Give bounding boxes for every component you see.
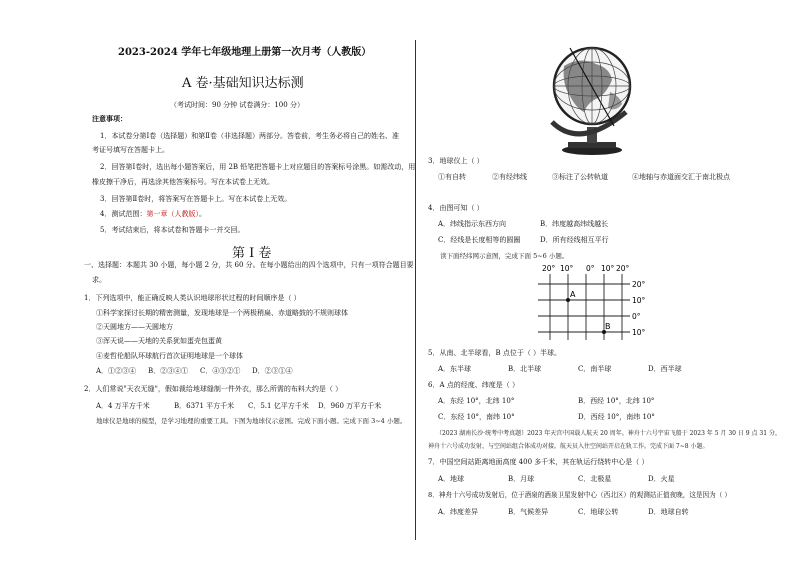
- q1-option-c[interactable]: C．④③②①: [200, 367, 241, 375]
- q1-option-b[interactable]: B．②③④①: [148, 367, 189, 375]
- section-title: A 卷·基础知识达标测: [182, 76, 304, 91]
- q1-option-a[interactable]: A．①②③④: [96, 367, 137, 375]
- q1-statement-1: ①科学家探讨长期的精密测量，发现地球是一个两极稍扁、赤道略鼓的不规则球体: [96, 309, 348, 317]
- q4-option-d[interactable]: D．所有经线相互平行: [540, 236, 609, 244]
- q2-option-b[interactable]: B．6371 平方千米: [174, 402, 235, 410]
- lat-label-2: 10°: [632, 296, 646, 305]
- lon-label-5: 20°: [616, 264, 630, 273]
- q78-note-a: （2023 湖南长沙·统考中考真题）2023 年天宫中国载人航天 20 周年。神舟十六号宇宙飞船于 2023 年 5 月 30 日 9 点 31 分，: [436, 430, 781, 437]
- q5-option-b[interactable]: B．北半球: [508, 365, 542, 373]
- q8-option-c[interactable]: C．地球公转: [578, 508, 619, 516]
- q4-option-c[interactable]: C．经线是长度相等的圆圈: [438, 236, 521, 244]
- q7-option-d[interactable]: D．火星: [648, 475, 675, 483]
- lon-label-2: 10°: [560, 264, 574, 273]
- q3-option-4[interactable]: ④地轴与赤道面交汇于南北极点: [632, 173, 730, 181]
- part1-instruction-a: 一、选择题：本题共 30 小题，每小题 2 分，共 60 分。在每小题给出的四个选项中，只有一项符合题目要: [84, 261, 414, 269]
- q2-option-a[interactable]: A．4 万平方千米: [96, 402, 150, 410]
- notice-heading: 注意事项：: [92, 114, 127, 123]
- q1-stem: 1．下列选项中，能正确反映人类认识地球形状过程的时间顺序是（ ）: [84, 294, 301, 302]
- notice-item-5: 5．考试结束后，将本试卷和答题卡一并交回。: [100, 226, 245, 234]
- q8-option-d[interactable]: D．地球自转: [648, 508, 689, 516]
- lat-label-4: 10°: [632, 328, 646, 337]
- globe-image: [540, 42, 650, 157]
- q5-stem: 5．从南、北半球看，B 点位于（ ）半球。: [428, 349, 562, 357]
- q2-option-d[interactable]: D．960 万平方千米: [318, 402, 382, 410]
- q6-option-b[interactable]: B．西经 10°，北纬 10°: [578, 397, 655, 405]
- q5-option-d[interactable]: D．西半球: [648, 365, 682, 373]
- q6-option-c[interactable]: C．东经 10°，南纬 10°: [438, 413, 515, 421]
- lat-label-1: 20°: [632, 280, 646, 289]
- q7-option-c[interactable]: C．北极星: [578, 475, 612, 483]
- q1-statement-3: ③浑天说——天地的关系犹如蛋壳包蛋黄: [96, 337, 222, 345]
- lon-label-1: 20°: [542, 264, 556, 273]
- lat-label-3: 0°: [632, 312, 641, 321]
- q8-option-a[interactable]: A．纬度差异: [438, 508, 479, 516]
- q34-note: 地球仪是地球的模型，是学习地理的重要工具。下图为地球仪示意图。完成下面小题。完成下面 3~4 小题。: [96, 417, 407, 425]
- exam-title: 2023-2024 学年七年级地理上册第一次月考（人教版）: [118, 47, 372, 58]
- notice-item-1b: 考证号填写在答题卡上。: [92, 146, 169, 154]
- point-a-label: A: [570, 290, 576, 299]
- notice-item-3: 3．回答第Ⅱ卷时，将答案写在答题卡上。写在本试卷上无效。: [100, 195, 292, 203]
- q7-option-b[interactable]: B．月球: [508, 475, 535, 483]
- q3-option-2[interactable]: ②有经纬线: [492, 173, 527, 181]
- q6-stem: 6．A 点的经度、纬度是（ ）: [428, 381, 519, 389]
- notice-item-2a: 2．回答第Ⅰ卷时，选出每小题答案后，用 2B 铅笔把答题卡上对应题目的答案标号涂黑。如需改动，用: [100, 163, 416, 171]
- test-range: 第一章（人教版）: [146, 210, 199, 218]
- lon-label-3: 0°: [586, 264, 595, 273]
- notice-item-4: 4．测试范围：第一章（人教版）。: [100, 210, 206, 218]
- part1-title: 第 Ⅰ 卷: [232, 246, 272, 261]
- q7-stem: 7．中国空间站距离地面高度 400 多千米，其在轨运行绕转中心是（ ）: [428, 458, 649, 466]
- q56-note: 读下面经纬网示意图，完成下面 5~6 小题。: [440, 252, 569, 260]
- q1-statement-2: ②天圆地方——天圆地方: [96, 323, 173, 331]
- lat-lon-grid: [530, 262, 650, 344]
- q3-stem: 3．地球仪上（ ）: [428, 157, 484, 165]
- q2-stem: 2．人们常说"天衣无缝"，假如裁给地球缝制一件外衣，那么所需的布料大约是（ ）: [84, 385, 343, 393]
- q1-statement-4: ④麦哲伦船队环球航行首次证明地球是一个球体: [96, 352, 243, 360]
- q5-option-a[interactable]: A．东半球: [438, 365, 472, 373]
- point-b-label: B: [605, 322, 611, 331]
- column-divider: [415, 40, 416, 540]
- q8-option-b[interactable]: B．气候差异: [508, 508, 549, 516]
- notice-item-2b: 橡皮擦干净后，再选涂其他答案标号。写在本试卷上无效。: [92, 178, 274, 186]
- q8-stem: 8．神舟十六号成功发射后，位于酒泉的酒泉卫星发射中心（西北区）的观测站正值夜晚，这是因为（ ）: [428, 491, 732, 499]
- lon-label-4: 10°: [601, 264, 615, 273]
- exam-info: （考试时间：90 分钟 试卷满分：100 分）: [170, 101, 304, 109]
- q5-option-c[interactable]: C．南半球: [578, 365, 612, 373]
- q3-option-3[interactable]: ③标注了公转轨道: [552, 173, 608, 181]
- q78-note-b: 神舟十六号成功发射，与空间站组合体成功对接。航天员入住空间站开启在轨工作。完成下面 7~8 小题。: [428, 443, 709, 450]
- part1-instruction-b: 求。: [92, 276, 106, 284]
- notice-item-1a: 1．本试卷分第Ⅰ卷（选择题）和第Ⅱ卷（非选择题）两部分。答卷前，考生务必将自己的姓名、准: [100, 132, 399, 140]
- q3-option-1[interactable]: ①有自转: [438, 173, 466, 181]
- q6-option-a[interactable]: A．东经 10°，北纬 10°: [438, 397, 515, 405]
- q4-option-a[interactable]: A．纬线指示东西方向: [438, 220, 507, 228]
- q6-option-d[interactable]: D．西经 10°，南纬 10°: [578, 413, 655, 421]
- q2-option-c[interactable]: C．5.1 亿平方千米: [248, 402, 309, 410]
- q1-option-d[interactable]: D．②③①④: [252, 367, 293, 375]
- q4-stem: 4．由图可知（ ）: [428, 204, 484, 212]
- q4-option-b[interactable]: B．纬度越高纬线越长: [540, 220, 609, 228]
- q7-option-a[interactable]: A．地球: [438, 475, 465, 483]
